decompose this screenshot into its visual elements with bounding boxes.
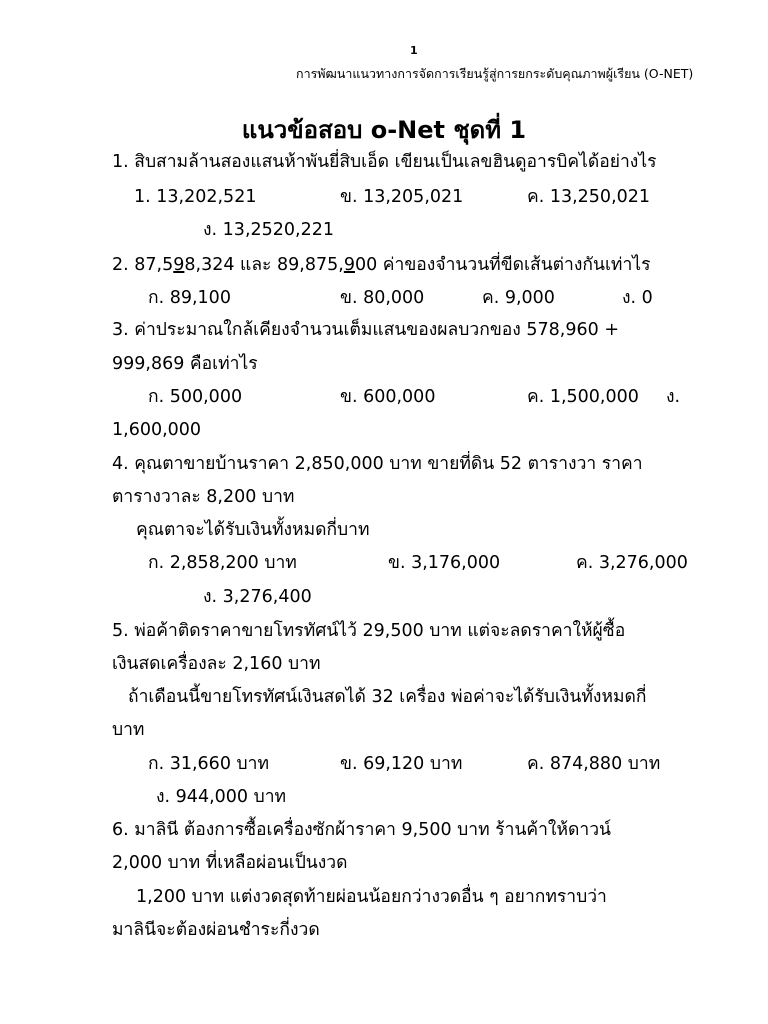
question-6-text-line1: 6. มาลินี ต้องการซื้อเครื่องซักผ้าราคา 9,500 บาท ร้านค้าให้ดาวน์ [112,820,611,840]
question-1-text: 1. สิบสามล้านสองแสนห้าพันยี่สิบเอ็ด เขียนเป็นเลขฮินดูอารบิคได้อย่างไร [112,152,657,172]
question-3-text-line1: 3. ค่าประมาณใกล้เคียงจำนวนเต็มแสนของผลบวกของ 578,960 + [112,320,619,340]
question-5-text-line3: ถ้าเดือนนี้ขายโทรทัศน์เงินสดได้ 32 เครื่อง พ่อค่าจะได้รับเงินทั้งหมดกี่ [128,687,647,707]
question-3-choice-d-value: 1,600,000 [112,420,202,440]
question-2-choice-b: ข. 80,000 [340,288,425,308]
underlined-digit: 9 [343,255,355,275]
question-3-text-line2: 999,869 คือเท่าไร [112,354,258,374]
question-6-text-line3: 1,200 บาท แต่งวดสุดท้ายผ่อนน้อยกว่างวดอื่น ๆ อยากทราบว่า [136,887,607,907]
question-5-choice-d: ง. 944,000 บาท [156,787,287,807]
question-5-choice-b: ข. 69,120 บาท [340,754,463,774]
question-2-choice-a: ก. 89,100 [148,288,231,308]
question-3-choice-b: ข. 600,000 [340,387,436,407]
question-1-choice-a: 1. 13,202,521 [134,187,257,207]
question-4-text-line2: ตารางวาละ 8,200 บาท [112,487,295,507]
question-5-choice-c: ค. 874,880 บาท [527,754,661,774]
question-1-choice-d: ง. 13,2520,221 [203,220,335,240]
page-number: 1 [410,44,418,57]
page-title: แนวข้อสอบ o-Net ชุดที่ 1 [241,116,527,144]
underlined-digit: 9 [173,255,185,275]
question-4-choice-c: ค. 3,276,000 [576,553,688,573]
question-2-choice-d: ง. 0 [622,288,653,308]
question-2-choice-c: ค. 9,000 [482,288,555,308]
question-4-choice-a: ก. 2,858,200 บาท [148,553,297,573]
question-4-text-line1: 4. คุณตาขายบ้านราคา 2,850,000 บาท ขายที่ดิน 52 ตารางวา ราคา [112,454,643,474]
question-4-choice-b: ข. 3,176,000 [388,553,501,573]
running-header: การพัฒนาแนวทางการจัดการเรียนรู้สู่การยกระดับคุณภาพผู้เรียน (O-NET) [296,66,694,81]
question-4-text-line3: คุณตาจะได้รับเงินทั้งหมดกี่บาท [136,520,370,540]
question-6-text-line2: 2,000 บาท ที่เหลือผ่อนเป็นงวด [112,853,348,873]
question-4-choice-d: ง. 3,276,400 [203,587,312,607]
question-3-choice-d-label: ง. [666,387,681,407]
question-5-text-line4: บาท [112,720,145,740]
question-1-choice-c: ค. 13,250,021 [527,187,651,207]
question-6-text-line4: มาลินีจะต้องผ่อนชำระกี่งวด [112,920,320,940]
question-1-choice-b: ข. 13,205,021 [340,187,464,207]
question-5-text-line2: เงินสดเครื่องละ 2,160 บาท [112,654,321,674]
question-3-choice-a: ก. 500,000 [148,387,243,407]
question-5-text-line1: 5. พ่อค้าติดราคาขายโทรทัศน์ไว้ 29,500 บาท แต่จะลดราคาให้ผู้ซื้อ [112,621,626,641]
question-5-choice-a: ก. 31,660 บาท [148,754,269,774]
question-3-choice-c: ค. 1,500,000 [527,387,639,407]
question-2-text: 2. 87,598,324 และ 89,875,900 ค่าของจำนวนที่ขีดเส้นต่างกันเท่าไร [112,255,651,275]
